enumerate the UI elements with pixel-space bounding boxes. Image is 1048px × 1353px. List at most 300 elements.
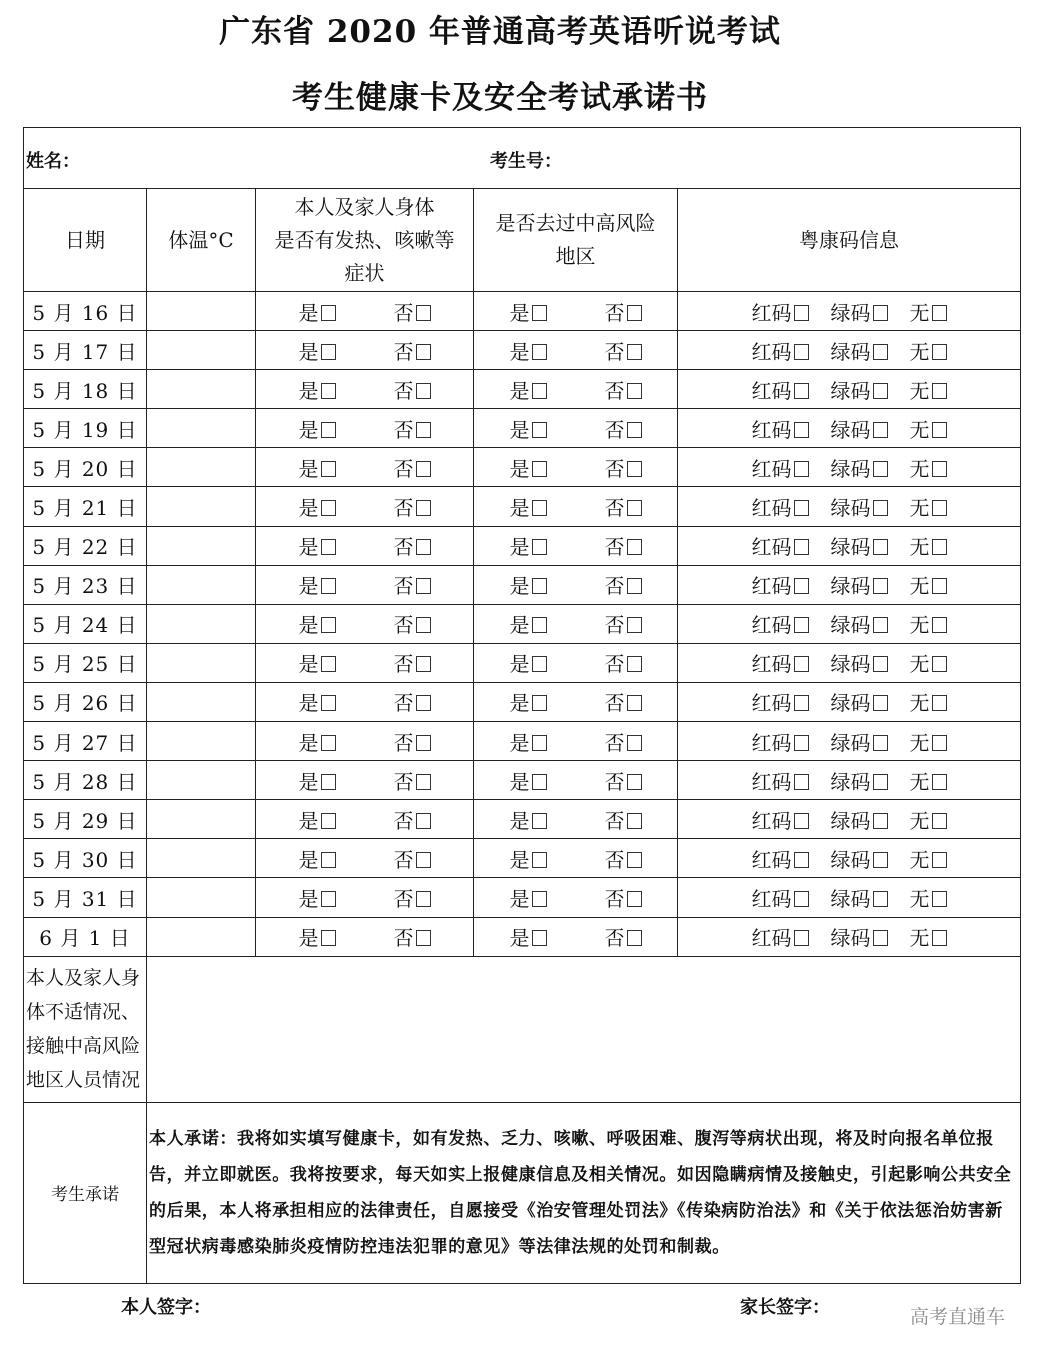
option-no[interactable]: 否: [605, 609, 642, 638]
checkbox[interactable]: [416, 344, 431, 360]
temperature-input[interactable]: [147, 800, 256, 839]
checkbox[interactable]: [873, 539, 888, 555]
option-yes[interactable]: 是: [299, 570, 336, 599]
checkbox[interactable]: [873, 617, 888, 633]
checkbox[interactable]: [932, 774, 947, 790]
checkbox[interactable]: [794, 891, 809, 907]
health-code-choice: [678, 292, 1021, 331]
option-no[interactable]: 否: [394, 727, 431, 756]
option-none[interactable]: 无: [910, 414, 947, 443]
option-no[interactable]: 否: [605, 297, 642, 326]
checkbox[interactable]: [873, 695, 888, 711]
option-green[interactable]: 绿码: [831, 766, 888, 795]
option-green[interactable]: 绿码: [831, 648, 888, 677]
checkbox[interactable]: [932, 852, 947, 868]
option-no[interactable]: 否: [605, 727, 642, 756]
option-green[interactable]: 绿码: [831, 883, 888, 912]
option-no[interactable]: 否: [605, 531, 642, 560]
checkbox[interactable]: [627, 344, 642, 360]
header-risk-area: [474, 189, 678, 292]
option-yes[interactable]: 是: [299, 844, 336, 873]
checkbox[interactable]: [794, 930, 809, 946]
checkbox[interactable]: [321, 461, 336, 477]
option-green[interactable]: 绿码: [831, 336, 888, 365]
option-no[interactable]: 否: [394, 453, 431, 482]
option-no[interactable]: 否: [605, 453, 642, 482]
option-red[interactable]: 红码: [752, 766, 809, 795]
option-no[interactable]: 否: [605, 766, 642, 795]
pledge-text: 本人承诺：我将如实填写健康卡，如有发热、乏力、咳嗽、呼吸困难、腹泻等病状出现，将及时向报名单位报告，并立即就医。我将按要求，每天如实上报健康信息及相关情况。如因隐瞒病情及接触史，引起影响公共安全的后果，本人将承担相应的法律责任，自愿接受《治安管理处罚法》《传染病防治法》和《关于依法惩治妨害新型冠状病毒感染肺炎疫情防控违法犯罪的意见》等法律法规的处罚和制裁。: [147, 1102, 1021, 1283]
option-none[interactable]: 无: [910, 844, 947, 873]
checkbox[interactable]: [321, 695, 336, 711]
checkbox[interactable]: [532, 852, 547, 868]
option-yes[interactable]: 是: [510, 648, 547, 677]
checkbox[interactable]: [532, 617, 547, 633]
checkbox[interactable]: [532, 578, 547, 594]
discomfort-label-line: 本人及家人身: [26, 967, 141, 990]
checkbox[interactable]: [321, 617, 336, 633]
option-no[interactable]: 否: [605, 648, 642, 677]
option-no[interactable]: 否: [394, 531, 431, 560]
checkbox[interactable]: [321, 656, 336, 672]
date-cell: 5 月 26 日: [24, 682, 147, 721]
checkbox[interactable]: [416, 656, 431, 672]
option-none[interactable]: 无: [910, 648, 947, 677]
health-code-choice: [678, 917, 1021, 956]
checkbox[interactable]: [794, 539, 809, 555]
date-cell: 5 月 16 日: [24, 292, 147, 331]
checkbox[interactable]: [627, 500, 642, 516]
option-yes[interactable]: 是: [299, 492, 336, 521]
checkbox[interactable]: [532, 305, 547, 321]
option-yes[interactable]: 是: [299, 687, 336, 716]
checkbox[interactable]: [321, 383, 336, 399]
health-code-choice: [678, 604, 1021, 643]
option-none[interactable]: 无: [910, 375, 947, 404]
option-yes[interactable]: 是: [510, 453, 547, 482]
date-cell: 5 月 31 日: [24, 878, 147, 917]
symptoms-choice: [256, 370, 474, 409]
checkbox[interactable]: [532, 656, 547, 672]
temperature-input[interactable]: [147, 878, 256, 917]
checkbox[interactable]: [321, 539, 336, 555]
symptoms-choice: [256, 878, 474, 917]
option-none[interactable]: 无: [910, 687, 947, 716]
option-no[interactable]: 否: [394, 570, 431, 599]
table-row: [24, 487, 1021, 526]
temperature-input[interactable]: [147, 604, 256, 643]
checkbox[interactable]: [416, 891, 431, 907]
checkbox[interactable]: [532, 461, 547, 477]
checkbox[interactable]: [794, 344, 809, 360]
option-yes[interactable]: 是: [299, 609, 336, 638]
checkbox[interactable]: [873, 461, 888, 477]
temperature-input[interactable]: [147, 526, 256, 565]
checkbox[interactable]: [627, 656, 642, 672]
option-red[interactable]: 红码: [752, 375, 809, 404]
option-red[interactable]: 红码: [752, 570, 809, 599]
option-yes[interactable]: 是: [510, 414, 547, 443]
option-yes[interactable]: 是: [510, 844, 547, 873]
option-green[interactable]: 绿码: [831, 570, 888, 599]
option-yes[interactable]: 是: [299, 297, 336, 326]
temperature-input[interactable]: [147, 370, 256, 409]
option-no[interactable]: 否: [605, 922, 642, 951]
risk-area-choice: [474, 643, 678, 682]
date-cell: 5 月 24 日: [24, 604, 147, 643]
option-none[interactable]: 无: [910, 922, 947, 951]
checkbox[interactable]: [321, 774, 336, 790]
checkbox[interactable]: [932, 344, 947, 360]
option-yes[interactable]: 是: [510, 922, 547, 951]
checkbox[interactable]: [627, 852, 642, 868]
option-red[interactable]: 红码: [752, 453, 809, 482]
table-row: [24, 526, 1021, 565]
option-red[interactable]: 红码: [752, 336, 809, 365]
checkbox[interactable]: [794, 500, 809, 516]
option-none[interactable]: 无: [910, 883, 947, 912]
temperature-input[interactable]: [147, 292, 256, 331]
option-yes[interactable]: 是: [510, 766, 547, 795]
option-yes[interactable]: 是: [510, 727, 547, 756]
option-yes[interactable]: 是: [510, 336, 547, 365]
checkbox[interactable]: [932, 383, 947, 399]
temperature-input[interactable]: [147, 839, 256, 878]
checkbox[interactable]: [873, 344, 888, 360]
option-green[interactable]: 绿码: [831, 844, 888, 873]
checkbox[interactable]: [416, 617, 431, 633]
symptoms-choice: [256, 722, 474, 761]
option-yes[interactable]: 是: [299, 375, 336, 404]
checkbox[interactable]: [932, 539, 947, 555]
checkbox[interactable]: [321, 578, 336, 594]
option-no[interactable]: 否: [394, 375, 431, 404]
option-yes[interactable]: 是: [299, 531, 336, 560]
option-yes[interactable]: 是: [299, 922, 336, 951]
option-green[interactable]: 绿码: [831, 453, 888, 482]
option-no[interactable]: 否: [605, 492, 642, 521]
checkbox[interactable]: [532, 813, 547, 829]
health-card-table: [23, 127, 1021, 1284]
option-yes[interactable]: 是: [299, 414, 336, 443]
temperature-input[interactable]: [147, 565, 256, 604]
parent-signature-label: 家长签字：: [740, 1297, 830, 1318]
option-yes[interactable]: 是: [299, 336, 336, 365]
checkbox[interactable]: [873, 656, 888, 672]
watermark: 高考直通车: [910, 1306, 1006, 1328]
option-none[interactable]: 无: [910, 609, 947, 638]
option-no[interactable]: 否: [394, 609, 431, 638]
checkbox[interactable]: [932, 578, 947, 594]
option-green[interactable]: 绿码: [831, 531, 888, 560]
option-yes[interactable]: 是: [299, 805, 336, 834]
checkbox[interactable]: [627, 422, 642, 438]
option-red[interactable]: 红码: [752, 297, 809, 326]
option-no[interactable]: 否: [394, 492, 431, 521]
checkbox[interactable]: [627, 774, 642, 790]
checkbox[interactable]: [627, 617, 642, 633]
option-none[interactable]: 无: [910, 570, 947, 599]
option-red[interactable]: 红码: [752, 609, 809, 638]
option-red[interactable]: 红码: [752, 687, 809, 716]
checkbox[interactable]: [416, 461, 431, 477]
date-cell: 5 月 29 日: [24, 800, 147, 839]
option-red[interactable]: 红码: [752, 805, 809, 834]
checkbox[interactable]: [873, 422, 888, 438]
option-none[interactable]: 无: [910, 453, 947, 482]
option-green[interactable]: 绿码: [831, 414, 888, 443]
option-no[interactable]: 否: [394, 922, 431, 951]
option-no[interactable]: 否: [605, 805, 642, 834]
checkbox[interactable]: [532, 891, 547, 907]
checkbox[interactable]: [794, 422, 809, 438]
checkbox[interactable]: [321, 500, 336, 516]
checkbox[interactable]: [416, 852, 431, 868]
option-red[interactable]: 红码: [752, 414, 809, 443]
option-yes[interactable]: 是: [510, 570, 547, 599]
option-no[interactable]: 否: [605, 570, 642, 599]
option-red[interactable]: 红码: [752, 648, 809, 677]
checkbox[interactable]: [416, 695, 431, 711]
option-yes[interactable]: 是: [510, 609, 547, 638]
symptoms-choice: [256, 292, 474, 331]
option-no[interactable]: 否: [605, 883, 642, 912]
checkbox[interactable]: [794, 461, 809, 477]
checkbox[interactable]: [873, 383, 888, 399]
option-no[interactable]: 否: [605, 375, 642, 404]
option-green[interactable]: 绿码: [831, 375, 888, 404]
checkbox[interactable]: [794, 383, 809, 399]
option-red[interactable]: 红码: [752, 492, 809, 521]
option-no[interactable]: 否: [394, 766, 431, 795]
checkbox[interactable]: [627, 305, 642, 321]
header-temperature: 体温°C: [147, 189, 256, 292]
option-red[interactable]: 红码: [752, 922, 809, 951]
option-yes[interactable]: 是: [510, 531, 547, 560]
option-yes[interactable]: 是: [510, 883, 547, 912]
option-yes[interactable]: 是: [510, 297, 547, 326]
date-cell: 5 月 23 日: [24, 565, 147, 604]
option-yes[interactable]: 是: [510, 805, 547, 834]
option-none[interactable]: 无: [910, 492, 947, 521]
checkbox[interactable]: [532, 695, 547, 711]
option-none[interactable]: 无: [910, 727, 947, 756]
option-yes[interactable]: 是: [510, 687, 547, 716]
table-row: [24, 917, 1021, 956]
option-red[interactable]: 红码: [752, 531, 809, 560]
header-symptoms: [256, 189, 474, 292]
health-code-choice: [678, 800, 1021, 839]
checkbox[interactable]: [627, 930, 642, 946]
temperature-input[interactable]: [147, 761, 256, 800]
option-no[interactable]: 否: [394, 297, 431, 326]
temperature-input[interactable]: [147, 487, 256, 526]
option-green[interactable]: 绿码: [831, 609, 888, 638]
checkbox[interactable]: [627, 695, 642, 711]
checkbox[interactable]: [627, 891, 642, 907]
option-no[interactable]: 否: [394, 805, 431, 834]
option-green[interactable]: 绿码: [831, 687, 888, 716]
option-no[interactable]: 否: [394, 648, 431, 677]
checkbox[interactable]: [416, 305, 431, 321]
option-green[interactable]: 绿码: [831, 492, 888, 521]
table-row: [24, 761, 1021, 800]
checkbox[interactable]: [532, 500, 547, 516]
checkbox[interactable]: [794, 774, 809, 790]
option-red[interactable]: 红码: [752, 727, 809, 756]
option-none[interactable]: 无: [910, 531, 947, 560]
checkbox[interactable]: [932, 695, 947, 711]
option-yes[interactable]: 是: [299, 883, 336, 912]
option-yes[interactable]: 是: [299, 766, 336, 795]
option-none[interactable]: 无: [910, 336, 947, 365]
option-green[interactable]: 绿码: [831, 922, 888, 951]
risk-area-choice: [474, 565, 678, 604]
option-red[interactable]: 红码: [752, 844, 809, 873]
checkbox[interactable]: [932, 461, 947, 477]
option-none[interactable]: 无: [910, 297, 947, 326]
checkbox[interactable]: [532, 422, 547, 438]
checkbox[interactable]: [873, 500, 888, 516]
checkbox[interactable]: [932, 422, 947, 438]
option-green[interactable]: 绿码: [831, 297, 888, 326]
option-no[interactable]: 否: [394, 687, 431, 716]
pledge-label: 考生承诺: [24, 1102, 147, 1283]
option-green[interactable]: 绿码: [831, 805, 888, 834]
checkbox[interactable]: [416, 813, 431, 829]
checkbox[interactable]: [416, 735, 431, 751]
checkbox[interactable]: [873, 774, 888, 790]
checkbox[interactable]: [532, 344, 547, 360]
checkbox[interactable]: [321, 852, 336, 868]
option-red[interactable]: 红码: [752, 883, 809, 912]
checkbox[interactable]: [794, 305, 809, 321]
checkbox[interactable]: [627, 461, 642, 477]
checkbox[interactable]: [532, 539, 547, 555]
checkbox[interactable]: [321, 422, 336, 438]
checkbox[interactable]: [794, 852, 809, 868]
option-yes[interactable]: 是: [510, 492, 547, 521]
date-cell: 5 月 19 日: [24, 409, 147, 448]
symptoms-choice: [256, 331, 474, 370]
option-yes[interactable]: 是: [299, 727, 336, 756]
checkbox[interactable]: [627, 578, 642, 594]
health-code-choice: [678, 526, 1021, 565]
table-row: [24, 722, 1021, 761]
checkbox[interactable]: [416, 422, 431, 438]
checkbox[interactable]: [627, 813, 642, 829]
risk-area-choice: [474, 370, 678, 409]
checkbox[interactable]: [321, 813, 336, 829]
checkbox[interactable]: [416, 578, 431, 594]
risk-area-choice: [474, 604, 678, 643]
checkbox[interactable]: [321, 344, 336, 360]
checkbox[interactable]: [532, 735, 547, 751]
checkbox[interactable]: [532, 930, 547, 946]
checkbox[interactable]: [932, 813, 947, 829]
checkbox[interactable]: [873, 930, 888, 946]
option-no[interactable]: 否: [394, 844, 431, 873]
checkbox[interactable]: [416, 774, 431, 790]
health-code-choice: [678, 722, 1021, 761]
temperature-input[interactable]: [147, 722, 256, 761]
checkbox[interactable]: [932, 930, 947, 946]
checkbox[interactable]: [932, 305, 947, 321]
checkbox[interactable]: [416, 930, 431, 946]
checkbox[interactable]: [416, 383, 431, 399]
temperature-input[interactable]: [147, 643, 256, 682]
risk-area-choice: [474, 409, 678, 448]
temperature-input[interactable]: [147, 331, 256, 370]
option-green[interactable]: 绿码: [831, 727, 888, 756]
checkbox[interactable]: [416, 539, 431, 555]
option-no[interactable]: 否: [605, 687, 642, 716]
option-no[interactable]: 否: [605, 336, 642, 365]
checkbox[interactable]: [932, 617, 947, 633]
checkbox[interactable]: [416, 500, 431, 516]
discomfort-label: [24, 956, 147, 1102]
checkbox[interactable]: [794, 617, 809, 633]
option-yes[interactable]: 是: [510, 375, 547, 404]
temperature-input[interactable]: [147, 682, 256, 721]
checkbox[interactable]: [321, 735, 336, 751]
temperature-input[interactable]: [147, 409, 256, 448]
checkbox[interactable]: [932, 735, 947, 751]
checkbox[interactable]: [873, 891, 888, 907]
option-none[interactable]: 无: [910, 766, 947, 795]
symptoms-choice: [256, 761, 474, 800]
option-no[interactable]: 否: [394, 883, 431, 912]
option-yes[interactable]: 是: [299, 453, 336, 482]
checkbox[interactable]: [321, 891, 336, 907]
symptoms-choice: [256, 604, 474, 643]
checkbox[interactable]: [627, 383, 642, 399]
discomfort-input[interactable]: [147, 956, 1021, 1102]
option-no[interactable]: 否: [605, 844, 642, 873]
checkbox[interactable]: [932, 656, 947, 672]
checkbox[interactable]: [532, 774, 547, 790]
checkbox[interactable]: [321, 305, 336, 321]
option-yes[interactable]: 是: [299, 648, 336, 677]
option-no[interactable]: 否: [394, 336, 431, 365]
temperature-input[interactable]: [147, 917, 256, 956]
checkbox[interactable]: [627, 735, 642, 751]
table-row: [24, 643, 1021, 682]
option-no[interactable]: 否: [605, 414, 642, 443]
checkbox[interactable]: [794, 695, 809, 711]
symptoms-choice: [256, 643, 474, 682]
health-code-choice: [678, 643, 1021, 682]
table-row: [24, 604, 1021, 643]
checkbox[interactable]: [627, 539, 642, 555]
checkbox[interactable]: [873, 813, 888, 829]
checkbox[interactable]: [873, 852, 888, 868]
checkbox[interactable]: [794, 656, 809, 672]
checkbox[interactable]: [873, 735, 888, 751]
checkbox[interactable]: [932, 891, 947, 907]
checkbox[interactable]: [873, 305, 888, 321]
option-no[interactable]: 否: [394, 414, 431, 443]
checkbox[interactable]: [873, 578, 888, 594]
checkbox[interactable]: [932, 500, 947, 516]
checkbox[interactable]: [794, 735, 809, 751]
checkbox[interactable]: [532, 383, 547, 399]
checkbox[interactable]: [794, 578, 809, 594]
checkbox[interactable]: [794, 813, 809, 829]
checkbox[interactable]: [321, 930, 336, 946]
option-none[interactable]: 无: [910, 805, 947, 834]
temperature-input[interactable]: [147, 448, 256, 487]
